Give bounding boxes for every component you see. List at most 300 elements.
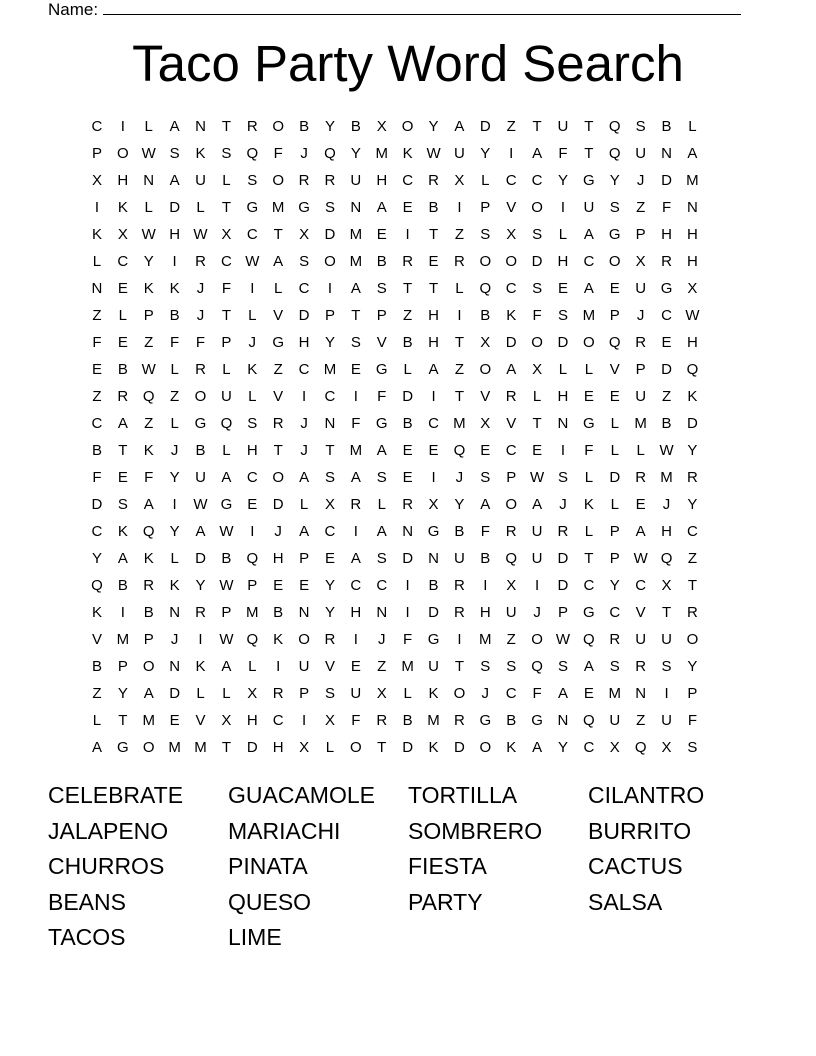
grid-letter: T xyxy=(584,550,594,567)
grid-letter: F xyxy=(92,469,102,486)
grid-letter: J xyxy=(300,145,308,162)
grid-letter: H xyxy=(246,712,258,729)
grid-letter: L xyxy=(299,496,309,513)
grid-letter: S xyxy=(635,118,646,135)
grid-letter: I xyxy=(198,631,203,648)
grid-letter: S xyxy=(376,469,387,486)
grid-letter: Q xyxy=(531,658,543,675)
grid-letter: C xyxy=(583,253,595,270)
grid-letter: R xyxy=(453,577,465,594)
grid-letter: I xyxy=(250,523,255,540)
grid-letter: P xyxy=(506,469,517,486)
word-list-item: QUESO xyxy=(228,888,312,915)
grid-letter: B xyxy=(117,361,128,378)
grid-letter: E xyxy=(350,361,361,378)
grid-letter: B xyxy=(428,577,439,594)
grid-letter: O xyxy=(531,334,543,351)
grid-letter: D xyxy=(661,361,672,378)
grid-letter: U xyxy=(635,280,647,297)
grid-letter: X xyxy=(376,118,387,135)
grid-letter: P xyxy=(221,334,232,351)
grid-letter: C xyxy=(350,577,362,594)
grid-letter: V xyxy=(195,712,206,729)
grid-letter: Y xyxy=(428,118,439,135)
word-list-item: PARTY xyxy=(408,888,483,915)
word-list-item: JALAPENO xyxy=(48,817,169,844)
grid-letter: Z xyxy=(636,712,646,729)
grid-letter: A xyxy=(91,739,102,756)
word-list xyxy=(48,778,788,956)
grid-letter: N xyxy=(557,415,569,432)
grid-letter: E xyxy=(402,199,413,216)
grid-letter: N xyxy=(402,523,414,540)
grid-letter: E xyxy=(661,334,672,351)
grid-letter: L xyxy=(170,415,179,432)
grid-letter: H xyxy=(661,226,672,243)
grid-letter: S xyxy=(117,496,128,513)
grid-letter: Y xyxy=(557,739,568,756)
grid-letter: O xyxy=(479,253,492,270)
grid-letter: N xyxy=(324,415,336,432)
word-list-item: BURRITO xyxy=(588,817,692,844)
grid-letter: E xyxy=(635,496,646,513)
grid-letter: A xyxy=(376,199,387,216)
grid-row xyxy=(84,383,732,410)
grid-letter: X xyxy=(324,712,335,729)
grid-letter: L xyxy=(92,712,102,729)
grid-letter: D xyxy=(661,172,672,189)
grid-letter: C xyxy=(246,469,258,486)
grid-letter: E xyxy=(402,442,413,459)
grid-letter: X xyxy=(376,685,387,702)
grid-letter: M xyxy=(246,604,259,621)
grid-letter: M xyxy=(582,307,596,324)
grid-letter: O xyxy=(272,469,285,486)
grid-letter: C xyxy=(505,280,517,297)
grid-row xyxy=(84,221,732,248)
grid-letter: L xyxy=(610,496,619,513)
grid-letter: P xyxy=(143,631,154,648)
grid-letter: L xyxy=(248,307,257,324)
grid-letter: Y xyxy=(324,577,335,594)
grid-letter: H xyxy=(557,388,569,405)
grid-letter: G xyxy=(583,415,595,432)
grid-letter: V xyxy=(376,334,387,351)
grid-letter: J xyxy=(377,631,386,648)
grid-letter: B xyxy=(273,604,284,621)
grid-letter: F xyxy=(273,145,283,162)
grid-letter: T xyxy=(377,739,387,756)
grid-letter: R xyxy=(195,253,206,270)
grid-letter: P xyxy=(221,604,232,621)
grid-letter: K xyxy=(402,145,413,162)
grid-letter: S xyxy=(324,685,335,702)
grid-letter: C xyxy=(117,253,129,270)
grid-letter: O xyxy=(324,253,336,270)
grid-letter: F xyxy=(195,334,206,351)
grid-letter: C xyxy=(376,577,388,594)
grid-letter: Z xyxy=(454,226,464,243)
grid-letter: Q xyxy=(505,550,518,567)
grid-letter: A xyxy=(506,361,517,378)
grid-letter: L xyxy=(481,172,490,189)
grid-letter: K xyxy=(169,280,180,297)
grid-letter: E xyxy=(480,442,491,459)
grid-letter: W xyxy=(219,631,234,648)
grid-letter: X xyxy=(661,739,672,756)
name-blank-line xyxy=(103,1,741,15)
grid-letter: R xyxy=(195,604,206,621)
grid-letter: A xyxy=(376,523,387,540)
grid-letter: F xyxy=(351,415,361,432)
grid-letter: A xyxy=(376,442,387,459)
grid-letter: W xyxy=(141,226,156,243)
grid-letter: N xyxy=(169,658,181,675)
grid-letter: Q xyxy=(660,550,673,567)
grid-letter: X xyxy=(428,496,439,513)
grid-letter: O xyxy=(117,145,129,162)
grid-letter: R xyxy=(428,172,439,189)
word-list-item: CACTUS xyxy=(588,853,683,879)
grid-letter: M xyxy=(375,145,388,162)
grid-letter: U xyxy=(453,145,465,162)
grid-letter: C xyxy=(583,739,595,756)
grid-letter: W xyxy=(659,442,674,459)
grid-letter: K xyxy=(428,685,439,702)
grid-letter: S xyxy=(350,334,361,351)
grid-letter: R xyxy=(453,604,465,621)
grid-letter: K xyxy=(143,442,154,459)
grid-letter: R xyxy=(453,253,465,270)
grid-letter: W xyxy=(193,496,208,513)
grid-letter: M xyxy=(142,712,155,729)
grid-letter: Y xyxy=(350,145,361,162)
grid-letter: X xyxy=(117,226,128,243)
grid-letter: C xyxy=(428,415,439,432)
grid-letter: N xyxy=(687,199,698,216)
grid-letter: A xyxy=(480,496,491,513)
grid-letter: L xyxy=(610,415,619,432)
grid-row xyxy=(84,545,732,572)
grid-letter: E xyxy=(583,685,594,702)
grid-letter: F xyxy=(558,145,568,162)
grid-letter: C xyxy=(505,685,517,702)
grid-letter: O xyxy=(531,199,543,216)
grid-letter: S xyxy=(480,469,491,486)
grid-letter: O xyxy=(479,739,492,756)
grid-letter: Q xyxy=(142,523,155,540)
grid-letter: Z xyxy=(92,685,102,702)
grid-letter: A xyxy=(299,523,310,540)
grid-letter: O xyxy=(298,631,310,648)
grid-letter: K xyxy=(143,280,154,297)
grid-letter: A xyxy=(635,523,646,540)
grid-letter: K xyxy=(91,604,102,621)
grid-letter: D xyxy=(428,604,439,621)
grid-letter: J xyxy=(300,415,308,432)
grid-letter: O xyxy=(194,388,207,405)
grid-letter: R xyxy=(687,604,698,621)
word-list-item: GUACAMOLE xyxy=(228,782,375,808)
grid-letter: M xyxy=(427,712,440,729)
grid-letter: E xyxy=(532,442,543,459)
grid-letter: L xyxy=(636,442,645,459)
grid-letter: G xyxy=(246,199,259,216)
grid-row xyxy=(84,599,732,626)
word-list-item: PINATA xyxy=(228,853,308,879)
grid-letter: A xyxy=(169,118,180,135)
grid-letter: E xyxy=(428,442,439,459)
grid-letter: T xyxy=(428,280,439,297)
grid-letter: R xyxy=(635,334,647,351)
grid-letter: X xyxy=(480,415,491,432)
grid-letter: B xyxy=(195,442,206,459)
grid-letter: W xyxy=(530,469,545,486)
grid-letter: W xyxy=(219,523,234,540)
grid-letter: Y xyxy=(454,496,465,513)
grid-letter: P xyxy=(480,199,491,216)
grid-letter: L xyxy=(403,685,412,702)
grid-letter: J xyxy=(533,604,541,621)
grid-row xyxy=(84,653,732,680)
grid-letter: U xyxy=(350,172,362,189)
grid-letter: O xyxy=(272,118,285,135)
grid-letter: E xyxy=(299,577,310,594)
grid-letter: R xyxy=(402,253,414,270)
grid-letter: H xyxy=(661,523,672,540)
grid-letter: C xyxy=(402,172,414,189)
grid-letter: H xyxy=(169,226,181,243)
grid-letter: M xyxy=(349,253,363,270)
grid-letter: S xyxy=(557,307,568,324)
grid-letter: U xyxy=(661,631,672,648)
grid-letter: A xyxy=(687,145,698,162)
grid-letter: L xyxy=(688,118,697,135)
grid-letter: R xyxy=(635,658,647,675)
grid-letter: V xyxy=(273,388,284,405)
grid-letter: U xyxy=(220,388,232,405)
grid-letter: D xyxy=(557,334,569,351)
grid-letter: W xyxy=(426,145,441,162)
grid-letter: R xyxy=(376,712,388,729)
grid-letter: T xyxy=(687,577,698,594)
grid-letter: E xyxy=(273,577,284,594)
grid-letter: R xyxy=(505,523,517,540)
grid-letter: I xyxy=(94,199,100,216)
grid-letter: I xyxy=(327,280,333,297)
grid-letter: D xyxy=(324,226,336,243)
grid-letter: S xyxy=(661,658,672,675)
grid-letter: M xyxy=(194,739,207,756)
grid-letter: R xyxy=(402,496,414,513)
grid-letter: S xyxy=(557,469,568,486)
grid-letter: H xyxy=(272,550,284,567)
grid-letter: R xyxy=(635,469,647,486)
grid-letter: U xyxy=(531,550,543,567)
word-list-item: MARIACHI xyxy=(228,817,341,844)
grid-letter: W xyxy=(141,145,156,162)
grid-letter: T xyxy=(118,442,128,459)
grid-letter: Q xyxy=(220,415,233,432)
grid-letter: M xyxy=(116,631,130,648)
grid-letter: K xyxy=(195,145,206,162)
grid-letter: E xyxy=(609,280,620,297)
grid-letter: Y xyxy=(557,172,568,189)
grid-letter: P xyxy=(117,658,128,675)
grid-letter: X xyxy=(687,280,698,297)
grid-letter: B xyxy=(402,712,413,729)
grid-letter: X xyxy=(506,577,517,594)
grid-letter: R xyxy=(661,253,672,270)
grid-letter: I xyxy=(120,604,125,621)
grid-letter: Z xyxy=(92,388,102,405)
grid-letter: R xyxy=(272,415,284,432)
grid-letter: P xyxy=(635,226,646,243)
grid-letter: S xyxy=(221,145,232,162)
grid-letter: J xyxy=(559,496,567,513)
grid-letter: B xyxy=(454,523,465,540)
grid-row xyxy=(84,464,732,491)
grid-letter: K xyxy=(583,496,594,513)
grid-letter: B xyxy=(661,415,672,432)
grid-letter: L xyxy=(403,361,412,378)
grid-letter: V xyxy=(609,361,620,378)
grid-letter: H xyxy=(117,172,129,189)
grid-letter: Y xyxy=(324,118,335,135)
grid-letter: B xyxy=(143,604,154,621)
grid-letter: T xyxy=(221,118,231,135)
grid-letter: D xyxy=(557,577,569,594)
grid-letter: A xyxy=(583,226,594,243)
grid-letter: G xyxy=(427,631,440,648)
grid-letter: F xyxy=(170,334,180,351)
grid-letter: J xyxy=(636,172,645,189)
grid-letter: K xyxy=(687,388,698,405)
grid-letter: J xyxy=(170,631,179,648)
grid-letter: J xyxy=(636,307,645,324)
grid-letter: Z xyxy=(687,550,698,567)
grid-letter: Y xyxy=(195,577,206,594)
grid-letter: Q xyxy=(246,145,259,162)
grid-letter: O xyxy=(686,631,699,648)
grid-letter: X xyxy=(661,577,672,594)
grid-letter: S xyxy=(324,199,335,216)
grid-letter: R xyxy=(143,577,155,594)
grid-letter: I xyxy=(353,631,358,648)
grid-row xyxy=(84,707,732,734)
grid-letter: C xyxy=(91,523,103,540)
grid-letter: I xyxy=(535,577,540,594)
grid-letter: C xyxy=(635,577,647,594)
grid-letter: O xyxy=(479,361,492,378)
grid-letter: B xyxy=(169,307,180,324)
grid-letter: H xyxy=(272,739,284,756)
grid-letter: A xyxy=(532,739,543,756)
grid-letter: C xyxy=(91,118,103,135)
grid-letter: E xyxy=(583,388,594,405)
grid-letter: G xyxy=(272,334,285,351)
grid-letter: A xyxy=(350,280,361,297)
grid-letter: Z xyxy=(170,388,180,405)
grid-letter: B xyxy=(376,253,387,270)
grid-letter: C xyxy=(272,712,284,729)
grid-letter: L xyxy=(274,280,283,297)
grid-letter: W xyxy=(141,361,156,378)
grid-letter: S xyxy=(557,658,568,675)
grid-letter: P xyxy=(609,307,620,324)
grid-letter: G xyxy=(117,739,129,756)
grid-letter: S xyxy=(609,199,620,216)
grid-letter: F xyxy=(144,469,154,486)
grid-letter: A xyxy=(350,469,361,486)
grid-letter: V xyxy=(635,604,646,621)
grid-letter: S xyxy=(247,172,258,189)
grid-letter: D xyxy=(479,118,491,135)
grid-letter: L xyxy=(558,361,568,378)
grid-letter: E xyxy=(91,361,102,378)
grid-letter: Y xyxy=(687,658,698,675)
grid-letter: O xyxy=(453,685,466,702)
grid-letter: I xyxy=(664,685,669,702)
grid-letter: E xyxy=(609,388,620,405)
grid-letter: P xyxy=(299,550,310,567)
grid-letter: K xyxy=(117,199,128,216)
grid-letter: U xyxy=(195,172,206,189)
grid-letter: L xyxy=(144,118,153,135)
grid-letter: X xyxy=(635,253,646,270)
grid-letter: H xyxy=(687,334,698,351)
grid-letter: D xyxy=(531,253,543,270)
grid-letter: I xyxy=(405,226,410,243)
grid-letter: B xyxy=(350,118,361,135)
grid-letter: C xyxy=(324,523,336,540)
grid-letter: Z xyxy=(273,361,283,378)
grid-letter: A xyxy=(299,469,310,486)
grid-letter: T xyxy=(403,280,413,297)
grid-letter: K xyxy=(195,658,206,675)
grid-letter: A xyxy=(583,280,594,297)
grid-letter: H xyxy=(687,253,698,270)
grid-letter: B xyxy=(91,442,102,459)
grid-letter: Z xyxy=(92,307,102,324)
grid-letter: E xyxy=(117,469,128,486)
grid-letter: T xyxy=(454,388,464,405)
word-list-item: SALSA xyxy=(588,888,663,915)
grid-letter: L xyxy=(196,685,205,702)
grid-row xyxy=(84,356,732,383)
grid-letter: Z xyxy=(377,658,387,675)
grid-letter: Y xyxy=(609,577,620,594)
grid-letter: E xyxy=(557,280,568,297)
grid-row xyxy=(84,626,732,653)
grid-letter: L xyxy=(222,442,231,459)
grid-letter: I xyxy=(301,388,307,405)
grid-letter: V xyxy=(273,307,284,324)
grid-letter: L xyxy=(170,361,179,378)
grid-letter: T xyxy=(584,118,594,135)
grid-letter: L xyxy=(325,739,335,756)
grid-letter: V xyxy=(480,388,491,405)
grid-letter: Q xyxy=(583,712,595,729)
grid-letter: J xyxy=(662,496,671,513)
grid-letter: R xyxy=(272,685,284,702)
grid-letter: N xyxy=(298,604,310,621)
grid-letter: K xyxy=(247,361,258,378)
grid-letter: I xyxy=(276,658,281,675)
grid-letter: I xyxy=(431,469,436,486)
grid-row xyxy=(84,113,732,140)
grid-letter: Q xyxy=(91,577,103,594)
